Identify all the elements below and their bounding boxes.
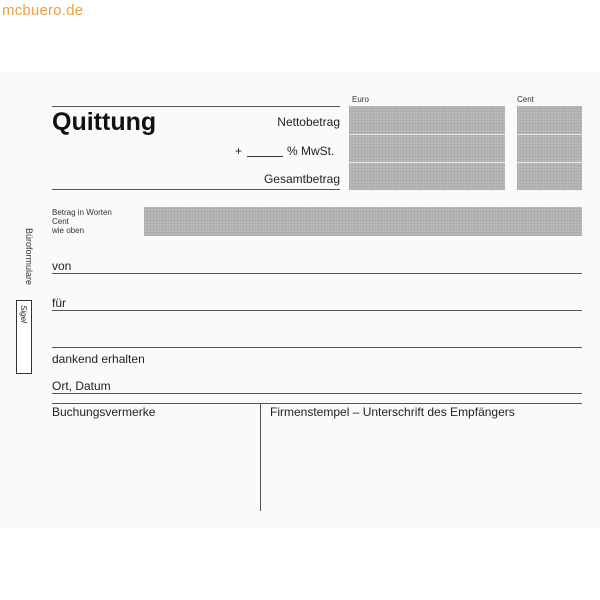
brand-logo xyxy=(16,300,32,374)
ort-datum-line[interactable] xyxy=(52,393,582,394)
side-label: Büroformulare xyxy=(24,228,34,286)
signature-area[interactable] xyxy=(262,422,582,510)
label-ort-datum: Ort, Datum xyxy=(52,379,111,393)
label-dankend-erhalten: dankend erhalten xyxy=(52,352,145,366)
watermark-text: mcbuero.de xyxy=(2,2,84,19)
form-title: Quittung xyxy=(52,108,157,136)
label-wie-oben: wie oben xyxy=(52,226,85,235)
label-firmenstempel: Firmenstempel – Unterschrift des Empfängers xyxy=(270,405,515,419)
booking-notes-area[interactable] xyxy=(52,422,258,510)
bottom-section-divider xyxy=(260,403,261,511)
label-fuer: für xyxy=(52,296,67,310)
label-nettobetrag: Nettobetrag xyxy=(277,115,340,129)
fuer-line[interactable] xyxy=(52,310,582,311)
label-betrag-in-worten: Betrag in Worten xyxy=(52,208,112,217)
label-mwst: % MwSt. xyxy=(287,144,335,158)
euro-amount-field[interactable] xyxy=(349,106,505,190)
purpose-line-2[interactable] xyxy=(52,347,582,348)
mwst-percent-blank[interactable] xyxy=(247,156,283,157)
von-line[interactable] xyxy=(52,273,582,274)
amount-in-words-field[interactable] xyxy=(144,207,582,236)
top-rule xyxy=(52,106,340,107)
column-header-cent: Cent xyxy=(517,95,534,104)
cent-row-divider xyxy=(517,162,582,163)
euro-row-divider xyxy=(349,162,505,163)
bottom-section-rule xyxy=(52,403,582,404)
amount-bottom-rule xyxy=(52,189,340,190)
label-mwst-plus: + xyxy=(235,144,243,158)
column-header-euro: Euro xyxy=(352,95,369,104)
label-buchungsvermerke: Buchungsvermerke xyxy=(52,405,156,419)
label-gesamtbetrag: Gesamtbetrag xyxy=(263,172,340,186)
brand-logo-text: Sigel xyxy=(19,305,28,323)
cent-amount-field[interactable] xyxy=(517,106,582,190)
euro-row-divider xyxy=(349,134,505,135)
cent-row-divider xyxy=(517,134,582,135)
label-von: von xyxy=(52,259,72,273)
label-cent: Cent xyxy=(52,217,69,226)
